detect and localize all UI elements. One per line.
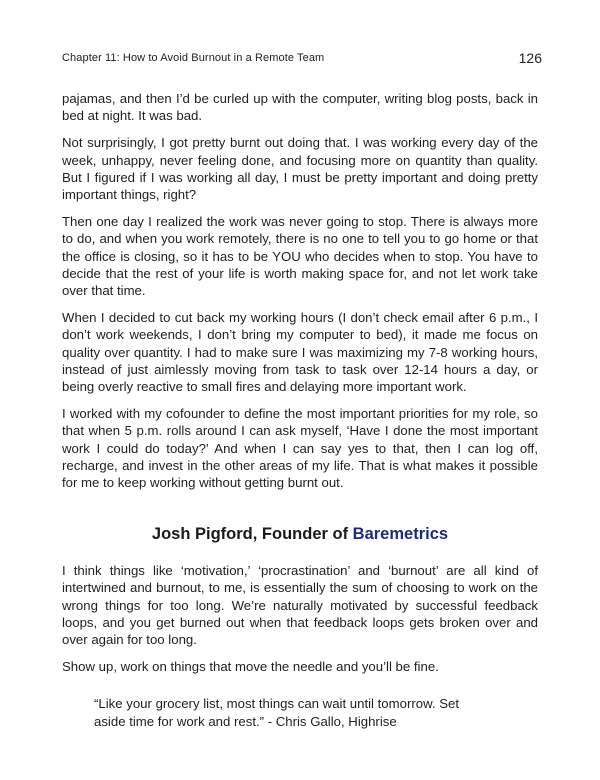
- paragraph: When I decided to cut back my working hours (I don’t check email after 6 p.m., I don’t work weekends, I don’t bring my computer to bed), it made me focus on quality over quantity. I had to make sure I was maximizing my 7-8 working hours, instead of just aimlessly moving from task to task over 12-14 hours a day, or being overly reactive to small fires and delaying more important work.: [62, 310, 538, 395]
- section-heading-name: Josh Pigford, Founder of: [151, 525, 353, 544]
- paragraph: I worked with my cofounder to define the most important priorities for my role, so that when 5 p.m. rolls around I can ask myself, ‘Have I done the most important work I could do today?’ And when I can say yes to that, then I can log off, recharge, and invest in the other areas of my life. That is what makes it possible for me to keep working without getting burnt out.: [62, 406, 538, 491]
- paragraph: I think things like ‘motivation,’ ‘procrastination’ and ‘burnout’ are all kind of intertwined and burnout, to me, is essentially the sum of choosing to work on the wrong things for too long. We’re naturally motivated by successful feedback loops, and you get burned out when that feedback loops gets broken over and over again for too long.: [62, 563, 538, 648]
- paragraph: Then one day I realized the work was never going to stop. There is always more to do, and when you work remotely, there is no one to tell you to go home or that the office is closing, so it has to be YOU who decides when to stop. You have to decide that the rest of your life is worth making space for, and not let work take over that time.: [62, 214, 538, 299]
- paragraph: pajamas, and then I’d be curled up with the computer, writing blog posts, back in bed at night. It was bad.: [62, 91, 538, 124]
- paragraph: Show up, work on things that move the needle and you’ll be fine.: [62, 659, 439, 675]
- page-number: 126: [518, 50, 542, 66]
- pull-quote: “Like your grocery list, most things can wait until tomorrow. Set aside time for work and rest.” - Chris Gallo, Highrise: [94, 696, 459, 729]
- company-link[interactable]: Baremetrics: [352, 525, 449, 544]
- section-heading: [62, 525, 538, 544]
- running-header: [62, 50, 542, 68]
- chapter-title: Chapter 11: How to Avoid Burnout in a Remote Team: [62, 52, 325, 64]
- body-text: [62, 90, 538, 730]
- paragraph: Not surprisingly, I got pretty burnt out doing that. I was working every day of the week, unhappy, never feeling done, and focusing more on quantity than quality. But I figured if I was working all day, I must be pretty important and doing pretty important things, right?: [62, 135, 538, 203]
